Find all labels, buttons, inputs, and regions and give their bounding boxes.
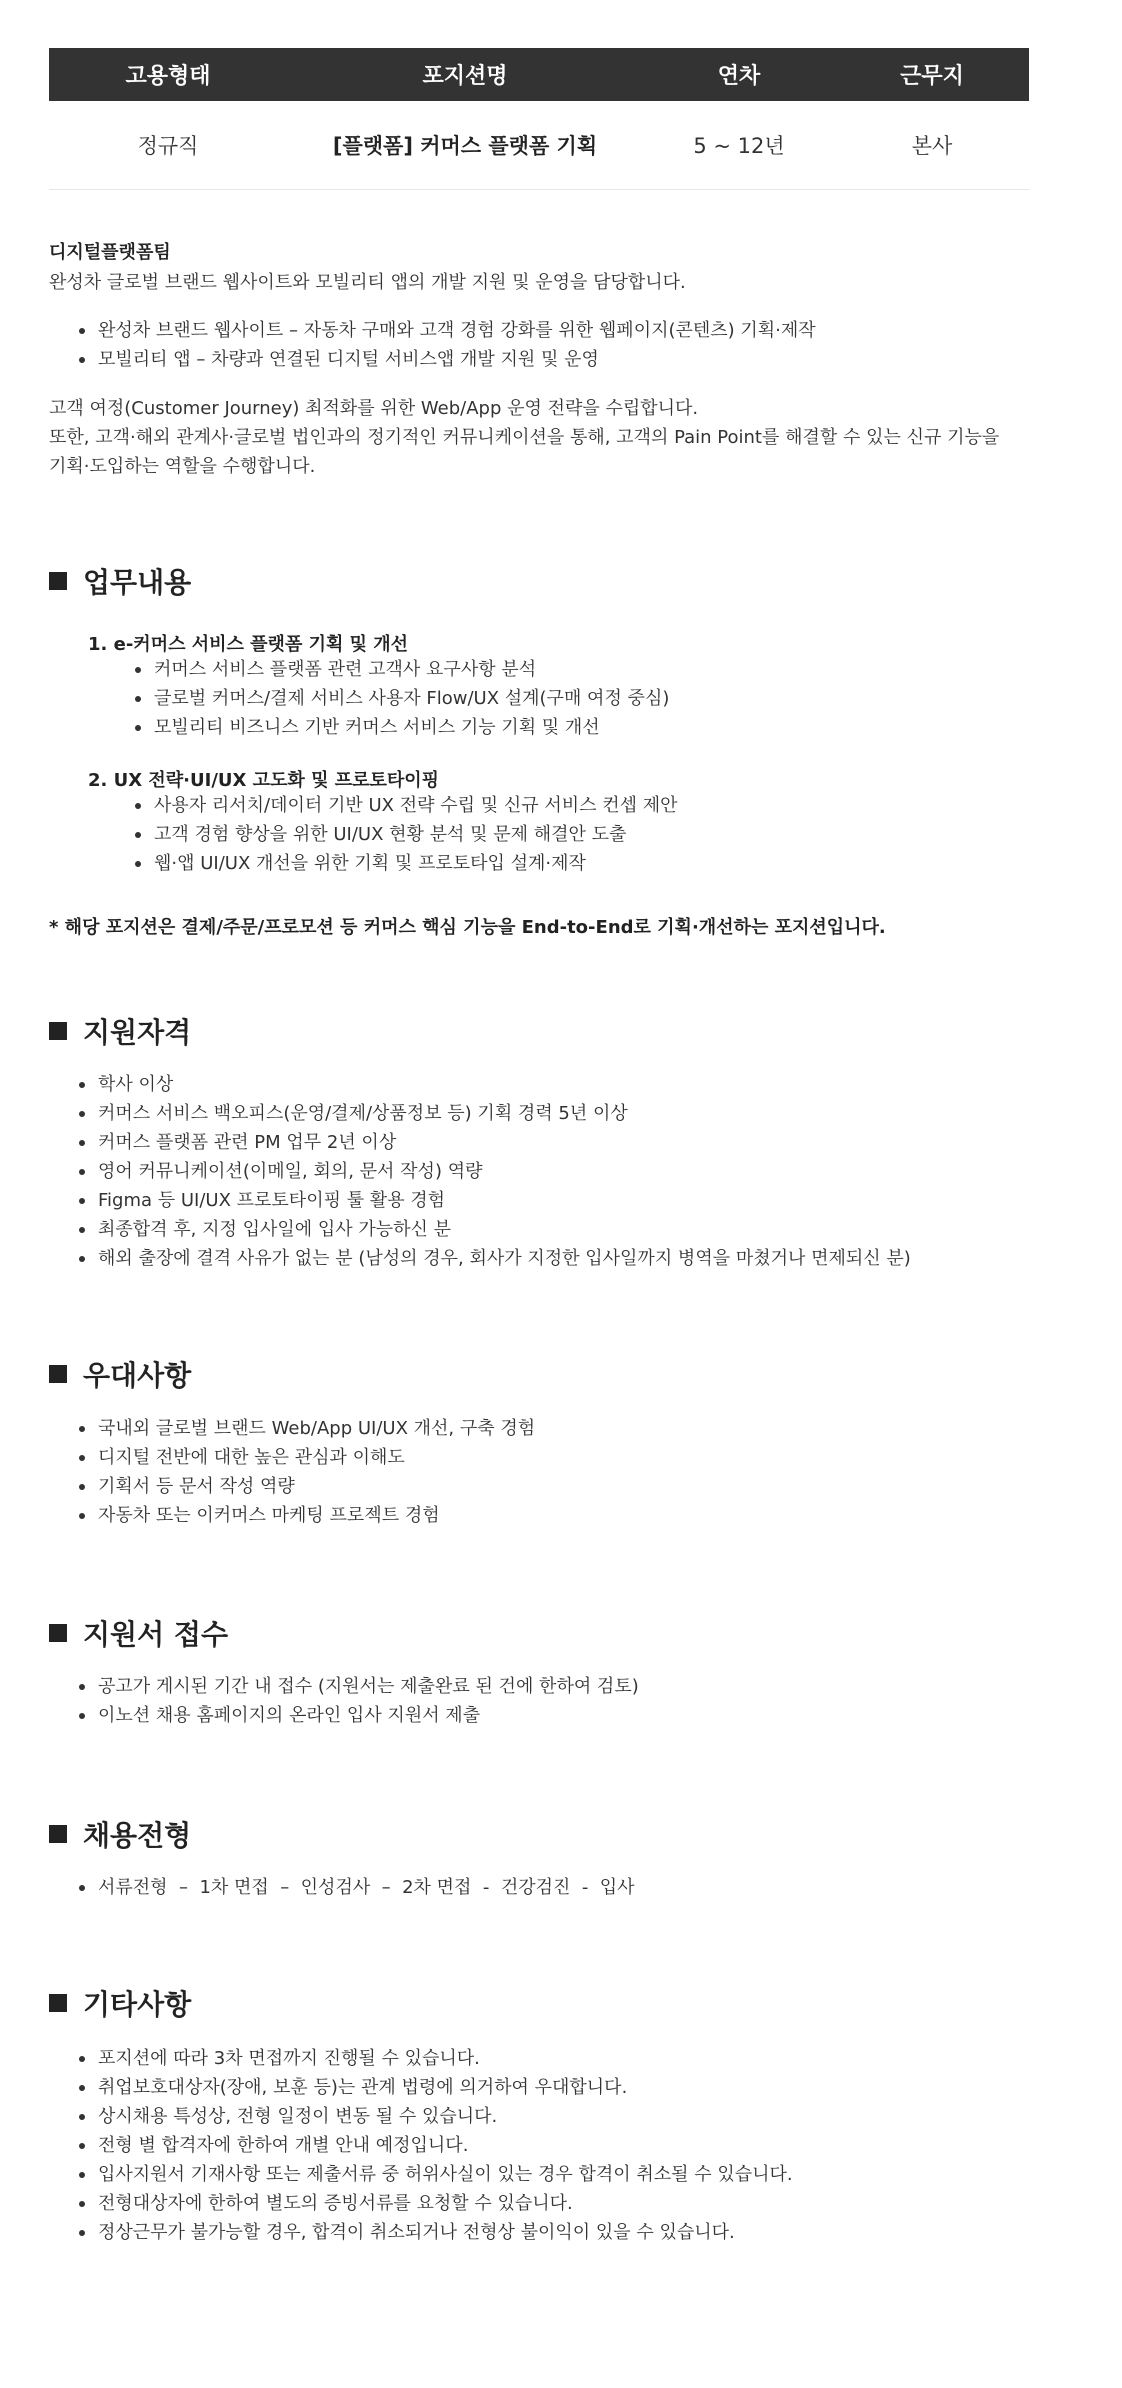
- intro-list: [49, 316, 816, 374]
- intro-paragraph: 기획·도입하는 역할을 수행합니다.: [49, 456, 316, 477]
- square-bullet-icon: [49, 1022, 67, 1040]
- list-item: 이노션 채용 홈페이지의 온라인 입사 지원서 제출: [98, 1701, 639, 1730]
- header-location: 근무지: [835, 48, 1029, 101]
- duty-group-title: 2. UX 전략·UI/UX 고도화 및 프로토타이핑: [88, 770, 440, 791]
- etc-list: [49, 2044, 793, 2247]
- list-item: 국내외 글로벌 브랜드 Web/App UI/UX 개선, 구축 경험: [98, 1414, 535, 1443]
- section-title-process: 채용전형: [49, 1814, 191, 1854]
- list-item: 해외 출장에 결격 사유가 없는 분 (남성의 경우, 회사가 지정한 입사일까지 병역을 마쳤거나 면제되신 분): [98, 1244, 911, 1273]
- intro-paragraph: 또한, 고객·해외 관계사·글로벌 법인과의 정기적인 커뮤니케이션을 통해, 고객의 Pain Point를 해결할 수 있는 신규 기능을: [49, 427, 1000, 448]
- list-item: 입사지원서 기재사항 또는 제출서류 중 허위사실이 있는 경우 합격이 취소될 수 있습니다.: [98, 2160, 793, 2189]
- intro-paragraph: 고객 여정(Customer Journey) 최적화를 위한 Web/App 운영 전략을 수립합니다.: [49, 398, 699, 419]
- list-item: 글로벌 커머스/결제 서비스 사용자 Flow/UX 설계(구매 여정 중심): [154, 684, 669, 713]
- section-title-etc: 기타사항: [49, 1983, 191, 2023]
- list-item: 학사 이상: [98, 1070, 911, 1099]
- list-item: 디지털 전반에 대한 높은 관심과 이해도: [98, 1443, 535, 1472]
- header-years: 연차: [643, 48, 835, 101]
- list-item: 정상근무가 불가능할 경우, 합격이 취소되거나 전형상 불이익이 있을 수 있습니다.: [98, 2218, 793, 2247]
- process-list: [49, 1873, 635, 1902]
- duty-group-list: [49, 655, 669, 742]
- team-description: 완성차 글로벌 브랜드 웹사이트와 모빌리티 앱의 개발 지원 및 운영을 담당합니다.: [49, 272, 686, 293]
- list-item: 서류전형 – 1차 면접 – 인성검사 – 2차 면접 - 건강검진 - 입사: [98, 1873, 635, 1902]
- list-item: 사용자 리서치/데이터 기반 UX 전략 수립 및 신규 서비스 컨셉 제안: [154, 791, 678, 820]
- list-item: 영어 커뮤니케이션(이메일, 회의, 문서 작성) 역량: [98, 1157, 911, 1186]
- list-item: 취업보호대상자(장애, 보훈 등)는 관계 법령에 의거하여 우대합니다.: [98, 2073, 793, 2102]
- list-item: 자동차 또는 이커머스 마케팅 프로젝트 경험: [98, 1501, 535, 1530]
- list-item: 모빌리티 앱 – 차량과 연결된 디지털 서비스앱 개발 지원 및 운영: [98, 345, 816, 374]
- qualifications-list: [49, 1070, 911, 1273]
- job-posting: [49, 48, 1059, 2243]
- square-bullet-icon: [49, 1994, 67, 2012]
- cell-position-name: [플랫폼] 커머스 플랫폼 기획: [287, 101, 643, 190]
- duty-group-title: 1. e-커머스 서비스 플랫폼 기획 및 개선: [88, 634, 409, 655]
- cell-employment-type: 정규직: [49, 101, 287, 190]
- list-item: Figma 등 UI/UX 프로토타이핑 툴 활용 경험: [98, 1186, 911, 1215]
- square-bullet-icon: [49, 1365, 67, 1383]
- duty-group-list: [49, 791, 678, 878]
- position-table: [49, 48, 1029, 190]
- list-item: 최종합격 후, 지정 입사일에 입사 가능하신 분: [98, 1215, 911, 1244]
- list-item: 전형대상자에 한하여 별도의 증빙서류를 요청할 수 있습니다.: [98, 2189, 793, 2218]
- square-bullet-icon: [49, 1825, 67, 1843]
- cell-location: 본사: [835, 101, 1029, 190]
- list-item: 포지션에 따라 3차 면접까지 진행될 수 있습니다.: [98, 2044, 793, 2073]
- list-item: 커머스 서비스 백오피스(운영/결제/상품정보 등) 기획 경력 5년 이상: [98, 1099, 911, 1128]
- section-title-duties: 업무내용: [49, 561, 191, 601]
- square-bullet-icon: [49, 572, 67, 590]
- table-row: [49, 101, 1029, 190]
- list-item: 전형 별 합격자에 한하여 개별 안내 예정입니다.: [98, 2131, 793, 2160]
- cell-years: 5 ~ 12년: [643, 101, 835, 190]
- list-item: 상시채용 특성상, 전형 일정이 변동 될 수 있습니다.: [98, 2102, 793, 2131]
- table-header-row: [49, 48, 1029, 101]
- list-item: 모빌리티 비즈니스 기반 커머스 서비스 기능 기획 및 개선: [154, 713, 669, 742]
- header-position-name: 포지션명: [287, 48, 643, 101]
- square-bullet-icon: [49, 1624, 67, 1642]
- header-employment-type: 고용형태: [49, 48, 287, 101]
- list-item: 공고가 게시된 기간 내 접수 (지원서는 제출완료 된 건에 한하여 검토): [98, 1672, 639, 1701]
- duties-note: * 해당 포지션은 결제/주문/프로모션 등 커머스 핵심 기능을 End-to-End로 기획·개선하는 포지션입니다.: [49, 917, 886, 938]
- list-item: 기획서 등 문서 작성 역량: [98, 1472, 535, 1501]
- list-item: 웹·앱 UI/UX 개선을 위한 기획 및 프로토타입 설계·제작: [154, 849, 678, 878]
- preferred-list: [49, 1414, 535, 1530]
- list-item: 커머스 플랫폼 관련 PM 업무 2년 이상: [98, 1128, 911, 1157]
- team-name: 디지털플랫폼팀: [49, 242, 171, 263]
- list-item: 커머스 서비스 플랫폼 관련 고객사 요구사항 분석: [154, 655, 669, 684]
- application-list: [49, 1672, 639, 1730]
- list-item: 고객 경험 향상을 위한 UI/UX 현황 분석 및 문제 해결안 도출: [154, 820, 678, 849]
- list-item: 완성차 브랜드 웹사이트 – 자동차 구매와 고객 경험 강화를 위한 웹페이지(콘텐츠) 기획·제작: [98, 316, 816, 345]
- section-title-application: 지원서 접수: [49, 1613, 228, 1653]
- section-title-preferred: 우대사항: [49, 1354, 191, 1394]
- section-title-qualifications: 지원자격: [49, 1011, 191, 1051]
